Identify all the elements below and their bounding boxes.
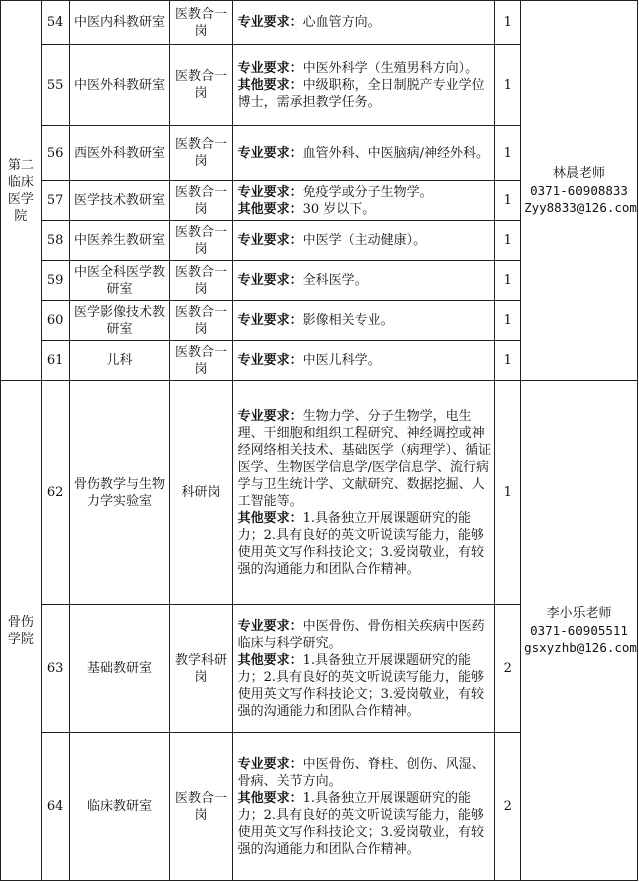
post-cell: 医教合一岗 — [170, 181, 232, 221]
requirement-text: 中医骨伤、骨伤相关疾病中医药临床与科学研究。 — [237, 618, 485, 651]
other-text: 30 岁以下。 — [302, 201, 376, 217]
other-text: 中级职称，全日制脱产专业学位博士，需承担教学任务。 — [237, 77, 485, 110]
post-cell: 医教合一岗 — [170, 261, 232, 301]
requirement-cell — [232, 381, 495, 605]
count-cell: 1 — [495, 126, 521, 181]
other-label: 其他要求： — [237, 790, 303, 806]
row-number: 61 — [41, 341, 69, 381]
requirement-label: 专业要求： — [237, 618, 303, 634]
college-cell: 骨伤学院 — [1, 381, 42, 881]
post-cell: 医教合一岗 — [170, 221, 232, 261]
other-label: 其他要求： — [237, 510, 303, 526]
table-row — [1, 381, 638, 605]
requirement-cell — [232, 605, 495, 733]
count-cell: 2 — [495, 733, 521, 881]
requirement-cell — [232, 341, 495, 381]
requirement-cell — [232, 733, 495, 881]
requirement-label: 专业要求： — [237, 353, 303, 368]
department-cell: 医学影像技术教研室 — [69, 301, 170, 341]
other-label: 其他要求： — [237, 77, 303, 93]
count-cell: 1 — [495, 381, 521, 605]
requirement-text: 中医骨伤、脊柱、创伤、风湿、骨病、关节方向。 — [237, 756, 485, 789]
requirement-text: 血管外科、中医脑病/神经外科。 — [302, 145, 490, 161]
table-row — [1, 1, 638, 45]
contact-name: 林晨老师 — [553, 166, 606, 181]
requirement-cell — [232, 301, 495, 341]
row-number: 54 — [41, 1, 69, 45]
requirement-cell — [232, 181, 495, 221]
requirement-label: 专业要求： — [237, 408, 303, 424]
contact-cell — [521, 381, 638, 881]
college-cell: 第二临床医学院 — [1, 1, 42, 381]
department-cell: 西医外科教研室 — [69, 126, 170, 181]
post-cell: 医教合一岗 — [170, 341, 232, 381]
contact-name: 李小乐老师 — [546, 606, 612, 621]
contact-cell — [521, 1, 638, 381]
row-number: 60 — [41, 301, 69, 341]
row-number: 58 — [41, 221, 69, 261]
other-text: 1.具备独立开展课题研究的能力；2.具有良好的英文听说读写能力，能够使用英文写作科技论文；3.爱岗敬业，有较强的沟通能力和团队合作精神。 — [237, 790, 485, 857]
requirement-cell — [232, 126, 495, 181]
post-cell: 医教合一岗 — [170, 126, 232, 181]
row-number: 56 — [41, 126, 69, 181]
row-number: 55 — [41, 45, 69, 126]
other-text: 1.具备独立开展课题研究的能力；2.具有良好的英文听说读写能力，能够使用英文写作科技论文；3.爱岗敬业，有较强的沟通能力和团队合作精神。 — [237, 652, 485, 719]
department-cell: 中医内科教研室 — [69, 1, 170, 45]
other-label: 其他要求： — [237, 201, 303, 217]
count-cell: 1 — [495, 221, 521, 261]
row-number: 63 — [41, 605, 69, 733]
contact-phone: 0371-60905511 — [530, 623, 628, 638]
contact-email: Zyy8833@126.com — [524, 200, 637, 215]
requirement-cell — [232, 45, 495, 126]
department-cell: 基础教研室 — [69, 605, 170, 733]
requirement-label: 专业要求： — [237, 313, 303, 328]
requirement-cell — [232, 221, 495, 261]
requirement-cell — [232, 1, 495, 45]
department-cell: 儿科 — [69, 341, 170, 381]
count-cell: 1 — [495, 181, 521, 221]
count-cell: 1 — [495, 1, 521, 45]
requirement-label: 专业要求： — [237, 273, 303, 288]
table-body — [1, 1, 638, 881]
requirement-label: 专业要求： — [237, 60, 303, 76]
requirement-text: 中医学（主动健康）。 — [302, 233, 427, 248]
requirement-label: 专业要求： — [237, 145, 303, 161]
requirement-text: 生物力学、分子生物学，电生理、干细胞和组织工程研究、神经调控或神经网络相关技术、基础医学（病理学）、循证医学、生物医学信息学/医学信息学、流行病学与卫生统计学、文献研究、数据挖掘、人工智能等。 — [237, 408, 492, 509]
count-cell: 1 — [495, 45, 521, 126]
row-number: 64 — [41, 733, 69, 881]
post-cell: 医教合一岗 — [170, 733, 232, 881]
requirement-label: 专业要求： — [237, 15, 303, 30]
other-label: 其他要求： — [237, 652, 303, 668]
count-cell: 1 — [495, 261, 521, 301]
row-number: 57 — [41, 181, 69, 221]
post-cell: 医教合一岗 — [170, 301, 232, 341]
department-cell: 中医养生教研室 — [69, 221, 170, 261]
requirement-text: 免疫学或分子生物学。 — [302, 184, 433, 200]
requirement-label: 专业要求： — [237, 184, 303, 200]
department-cell: 临床教研室 — [69, 733, 170, 881]
contact-email: gsxyzhb@126.com — [524, 640, 637, 655]
requirement-cell — [232, 261, 495, 301]
count-cell: 2 — [495, 605, 521, 733]
requirement-label: 专业要求： — [237, 233, 303, 248]
requirement-text: 影像相关专业。 — [302, 313, 394, 328]
requirement-label: 专业要求： — [237, 756, 303, 772]
post-cell: 医教合一岗 — [170, 1, 232, 45]
requirement-text: 全科医学。 — [302, 273, 368, 288]
requirement-text: 中医儿科学。 — [302, 353, 381, 368]
post-cell: 科研岗 — [170, 381, 232, 605]
row-number: 62 — [41, 381, 69, 605]
count-cell: 1 — [495, 341, 521, 381]
department-cell: 骨伤教学与生物力学实验室 — [69, 381, 170, 605]
row-number: 59 — [41, 261, 69, 301]
other-text: 1.具备独立开展课题研究的能力；2.具有良好的英文听说读写能力，能够使用英文写作科技论文；3.爱岗敬业，有较强的沟通能力和团队合作精神。 — [237, 510, 485, 577]
requirement-text: 中医外科学（生殖男科方向）。 — [302, 60, 479, 76]
post-cell: 教学科研岗 — [170, 605, 232, 733]
contact-phone: 0371-60908833 — [530, 183, 628, 198]
requirement-text: 心血管方向。 — [302, 15, 381, 30]
count-cell: 1 — [495, 301, 521, 341]
department-cell: 中医外科教研室 — [69, 45, 170, 126]
department-cell: 中医全科医学教研室 — [69, 261, 170, 301]
post-cell: 医教合一岗 — [170, 45, 232, 126]
department-cell: 医学技术教研室 — [69, 181, 170, 221]
